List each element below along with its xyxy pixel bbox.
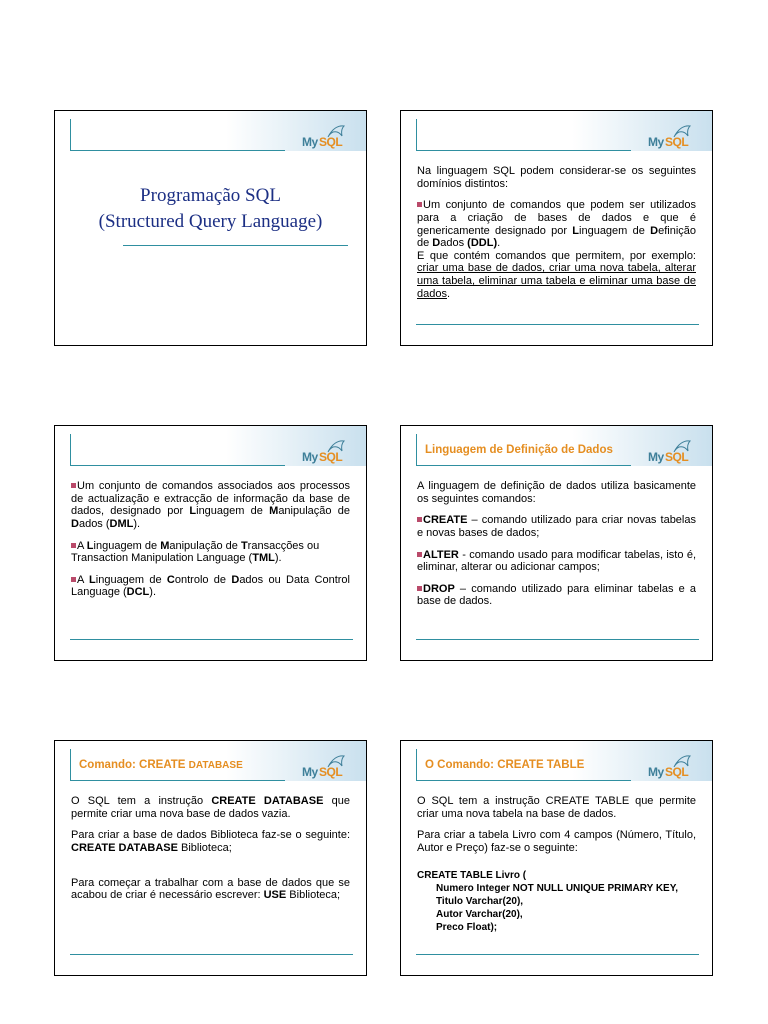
text: A <box>77 539 87 552</box>
logo-sql: SQL <box>319 765 343 779</box>
logo-my: My <box>302 135 318 149</box>
code-line: CREATE TABLE Livro ( <box>417 869 527 881</box>
mysql-logo <box>648 127 696 151</box>
text: ransacções ou Transaction Manipulation Language ( <box>71 539 320 565</box>
slide-sql-domains <box>400 110 713 346</box>
paragraph <box>417 250 696 301</box>
logo-my: My <box>302 450 318 464</box>
text: ados <box>440 237 468 250</box>
paragraph <box>71 574 350 599</box>
paragraph <box>417 480 696 505</box>
text-bold: DROP <box>423 582 455 595</box>
accent-vertical-line <box>416 119 417 151</box>
text-bold: T <box>240 539 248 552</box>
text-bold: C <box>166 573 175 586</box>
title-line-1: Programação SQL <box>140 185 281 206</box>
text-bold: D <box>231 573 240 586</box>
code-line: Titulo Varchar(20), <box>436 895 524 907</box>
footer-line <box>416 954 699 955</box>
text-bold: L <box>89 573 96 586</box>
slide-body <box>71 795 350 911</box>
code-block <box>417 869 696 934</box>
slide-heading <box>79 759 243 771</box>
text-bold: L <box>86 539 94 552</box>
text-bold: CREATE DATABASE <box>211 795 324 807</box>
footer-line <box>70 639 353 640</box>
text: ados ( <box>78 517 110 530</box>
logo-my: My <box>648 135 664 149</box>
logo-sql: SQL <box>665 765 689 779</box>
logo-sql: SQL <box>319 450 343 464</box>
text-bold: D <box>432 237 441 250</box>
slide-create-database <box>54 740 367 976</box>
text: O SQL tem a instrução CREATE TABLE que permite criar uma nova tabela na base de dados. <box>417 795 696 820</box>
text: ados ou Data Control Language ( <box>71 573 350 599</box>
paragraph <box>71 795 350 820</box>
text: ). <box>274 552 282 565</box>
code-line: Preco Float); <box>436 921 498 933</box>
text-bold: (DDL) <box>467 237 498 250</box>
text: O SQL tem a instrução <box>71 795 212 807</box>
paragraph <box>71 829 350 854</box>
text-bold: M <box>160 539 170 552</box>
text: efinição de <box>417 224 696 250</box>
text: Para começar a trabalhar com a base de dados que se acabou de criar é necessário escrever: <box>71 876 350 902</box>
logo-my: My <box>302 765 318 779</box>
text: Um conjunto de comandos que podem ser utilizados para a criação de bases de dados e que é genericamente designado por <box>417 199 696 237</box>
mysql-logo <box>302 757 350 781</box>
text: anipulação de <box>278 505 350 518</box>
bullet-icon <box>417 517 422 522</box>
text: ). <box>133 517 141 530</box>
mysql-logo <box>648 442 696 466</box>
text-bold: D <box>650 224 659 237</box>
text: – comando utilizado para eliminar tabelas e a base de dados. <box>417 582 696 608</box>
text: inguagem de <box>93 539 161 552</box>
text: que permite criar uma nova base de dados vazia. <box>71 795 350 820</box>
accent-horizontal-line <box>70 465 285 466</box>
accent-horizontal-line <box>416 150 631 151</box>
text-bold: L <box>189 505 197 518</box>
slide-body <box>417 165 696 309</box>
accent-vertical-line <box>416 434 417 466</box>
paragraph <box>417 199 696 250</box>
text: Para criar a base de dados Biblioteca faz-se o seguinte: <box>71 829 350 842</box>
text: Comando: CREATE <box>79 759 189 771</box>
paragraph <box>417 829 696 854</box>
text: . <box>446 287 451 300</box>
paragraph <box>417 795 696 820</box>
bullet-icon <box>71 543 76 548</box>
mysql-logo <box>648 757 696 781</box>
slide-main-title <box>55 183 366 234</box>
text-bold: CREATE DATABASE <box>71 841 178 854</box>
accent-horizontal-line <box>70 780 285 781</box>
accent-vertical-line <box>416 749 417 781</box>
text: Na linguagem SQL podem considerar-se os seguintes domínios distintos: <box>417 165 696 190</box>
paragraph <box>417 583 696 608</box>
paragraph <box>417 549 696 574</box>
slide-heading: Linguagem de Definição de Dados <box>425 444 613 456</box>
text-bold: TML <box>252 552 275 565</box>
slide-body <box>417 795 696 934</box>
paragraph <box>71 480 350 531</box>
logo-sql: SQL <box>319 135 343 149</box>
text: inguagem de <box>196 505 270 518</box>
text: Um conjunto de comandos associados aos processos de actualização e extracção de informação da base de dados, designado por <box>71 480 350 518</box>
slide-heading: O Comando: CREATE TABLE <box>425 759 585 771</box>
mysql-logo <box>302 442 350 466</box>
paragraph <box>417 514 696 539</box>
text: Biblioteca; <box>177 841 232 854</box>
paragraph <box>71 540 350 565</box>
accent-vertical-line <box>70 434 71 466</box>
text-underlined: criar uma base de dados, criar uma nova tabela, alterar uma tabela, eliminar uma tabela e eliminar uma base de dados <box>417 262 696 300</box>
text-bold: DCL <box>126 586 150 599</box>
code-line: Autor Varchar(20), <box>436 908 523 920</box>
bullet-icon <box>71 483 76 488</box>
logo-sql: SQL <box>665 135 689 149</box>
text-bold: CREATE <box>423 514 468 527</box>
text-bold: M <box>269 505 279 518</box>
slide-ddl <box>400 425 713 661</box>
text: ). <box>149 586 157 599</box>
footer-line <box>416 639 699 640</box>
slide-body <box>417 480 696 617</box>
footer-line <box>70 954 353 955</box>
text: – comando utilizado para criar novas tabelas e novas bases de dados; <box>417 514 696 539</box>
slide-title <box>54 110 367 346</box>
text: A linguagem de definição de dados utiliza basicamente os seguintes comandos: <box>417 480 696 505</box>
text: inguagem de <box>579 224 651 237</box>
slide-create-table <box>400 740 713 976</box>
accent-vertical-line <box>70 119 71 151</box>
accent-horizontal-line <box>416 780 631 781</box>
title-underline <box>123 245 348 246</box>
text: inguagem de <box>95 573 167 586</box>
accent-vertical-line <box>70 749 71 781</box>
text: DATABASE <box>188 760 243 771</box>
bullet-icon <box>417 586 422 591</box>
text: ontrolo de <box>174 573 232 586</box>
title-line-2: (Structured Query Language) <box>98 210 323 232</box>
mysql-logo <box>302 127 350 151</box>
text: anipulação de <box>169 539 241 552</box>
bullet-icon <box>417 552 422 557</box>
slide-body <box>71 480 350 608</box>
text-bold: USE <box>263 889 287 902</box>
code-line: Numero Integer NOT NULL UNIQUE PRIMARY KEY, <box>436 882 679 894</box>
accent-horizontal-line <box>70 150 285 151</box>
text: Biblioteca; <box>286 889 341 902</box>
text: . <box>497 237 501 250</box>
logo-sql: SQL <box>665 450 689 464</box>
text: Para criar a tabela Livro com 4 campos (Número, Título, Autor e Preço) faz-se o seguinte: <box>417 829 696 854</box>
accent-horizontal-line <box>416 465 631 466</box>
text-bold: ALTER <box>423 548 459 561</box>
bullet-icon <box>71 577 76 582</box>
footer-line <box>416 324 699 325</box>
logo-my: My <box>648 765 664 779</box>
text-bold: DML <box>109 517 134 530</box>
text: A <box>77 573 90 586</box>
text: - comando usado para modificar tabelas, isto é, eliminar, alterar ou adicionar campos; <box>417 548 696 574</box>
paragraph <box>71 877 350 902</box>
logo-my: My <box>648 450 664 464</box>
bullet-icon <box>417 202 422 207</box>
text-bold: L <box>572 224 580 237</box>
slide-dml-tml-dcl <box>54 425 367 661</box>
text: E que contém comandos que permitem, por exemplo: <box>417 249 696 262</box>
paragraph <box>417 165 696 190</box>
text-bold: D <box>71 517 79 530</box>
